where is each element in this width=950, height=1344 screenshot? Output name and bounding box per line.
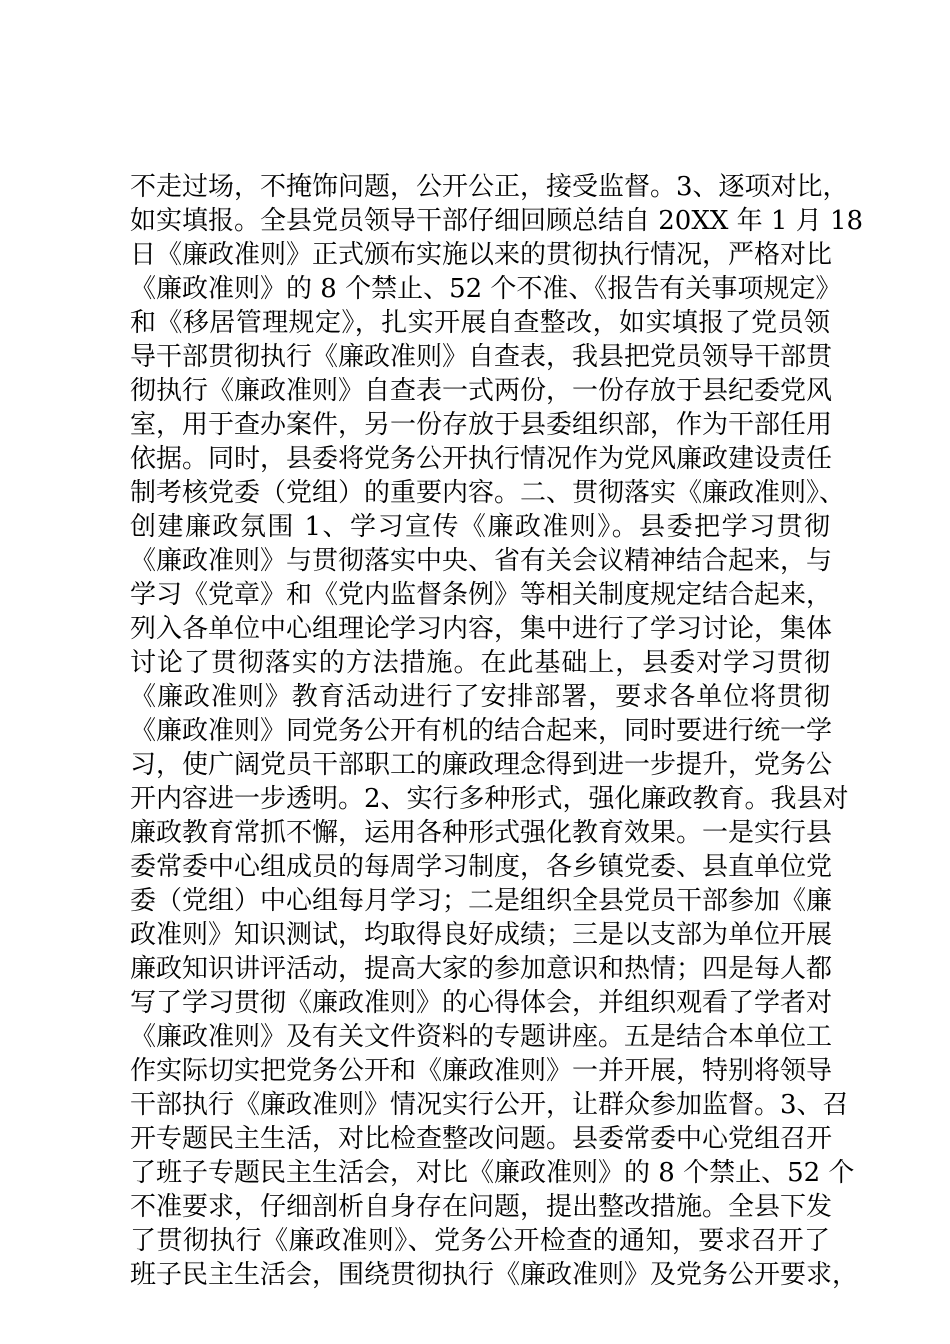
text-line: 和《移居管理规定》，扎实开展自查整改，如实填报了党员领 [130, 308, 830, 338]
text-line: 不准要求，仔细剖析自身存在问题，提出整改措施。全县下发 [130, 1192, 833, 1222]
text-line: 《廉政准则》同党务公开有机的结合起来，同时要进行统一学 [130, 716, 833, 746]
text-line: 委（党组）中心组每月学习；二是组织全县党员干部参加《廉 [130, 886, 833, 916]
body-text [130, 170, 864, 1292]
text-line: 廉政知识讲评活动，提高大家的参加意识和热情；四是每人都 [130, 954, 833, 984]
text-line: 开内容进一步透明。2、实行多种形式，强化廉政教育。我县对 [130, 784, 849, 814]
text-line: 不走过场，不掩饰问题，公开公正，接受监督。3、逐项对比， [130, 172, 849, 202]
text-line: 依据。同时，县委将党务公开执行情况作为党风廉政建设责任 [130, 444, 833, 474]
text-line: 习，使广阔党员干部职工的廉政理念得到进一步提升，党务公 [130, 750, 833, 780]
text-line: 彻执行《廉政准则》自查表一式两份，一份存放于县纪委党风 [130, 376, 833, 406]
text-line: 《廉政准则》教育活动进行了安排部署，要求各单位将贯彻 [130, 682, 830, 712]
text-line: 学习《党章》和《党内监督条例》等相关制度规定结合起来， [130, 580, 833, 610]
text-line: 干部执行《廉政准则》情况实行公开，让群众参加监督。3、召 [130, 1090, 849, 1120]
text-line: 《廉政准则》的 8 个禁止、52 个不准、《报告有关事项规定》 [130, 274, 842, 304]
text-line: 《廉政准则》及有关文件资料的专题讲座。五是结合本单位工 [130, 1022, 833, 1052]
text-line: 政准则》知识测试，均取得良好成绩；三是以支部为单位开展 [130, 920, 833, 950]
text-line: 开专题民主生活，对比检查整改问题。县委常委中心党组召开 [130, 1124, 833, 1154]
text-line: 写了学习贯彻《廉政准则》的心得体会，并组织观看了学者对 [130, 988, 833, 1018]
text-line: 室，用于查办案件，另一份存放于县委组织部，作为干部任用 [130, 410, 833, 440]
text-line: 如实填报。全县党员领导干部仔细回顾总结自 20XX 年 1 月 18 [130, 206, 864, 236]
text-line: 作实际切实把党务公开和《廉政准则》一并开展，特别将领导 [130, 1056, 833, 1086]
text-line: 讨论了贯彻落实的方法措施。在此基础上，县委对学习贯彻 [130, 648, 830, 678]
text-line: 了班子专题民主生活会，对比《廉政准则》的 8 个禁止、52 个 [130, 1158, 855, 1188]
text-line: 创建廉政氛围 1、学习宣传《廉政准则》。县委把学习贯彻 [130, 512, 830, 542]
text-line: 导干部贯彻执行《廉政准则》自查表，我县把党员领导干部贯 [130, 342, 833, 372]
text-line: 《廉政准则》与贯彻落实中央、省有关会议精神结合起来，与 [130, 546, 833, 576]
text-line: 班子民主生活会，围绕贯彻执行《廉政准则》及党务公开要求， [130, 1260, 859, 1290]
text-line: 制考核党委（党组）的重要内容。二、贯彻落实《廉政准则》、 [130, 478, 846, 508]
text-line: 了贯彻执行《廉政准则》、党务公开检查的通知，要求召开了 [130, 1226, 830, 1256]
text-line: 日《廉政准则》正式颁布实施以来的贯彻执行情况，严格对比 [130, 240, 833, 270]
text-line: 列入各单位中心组理论学习内容，集中进行了学习讨论，集体 [130, 614, 833, 644]
text-line: 委常委中心组成员的每周学习制度，各乡镇党委、县直单位党 [130, 852, 833, 882]
text-line: 廉政教育常抓不懈，运用各种形式强化教育效果。一是实行县 [130, 818, 833, 848]
